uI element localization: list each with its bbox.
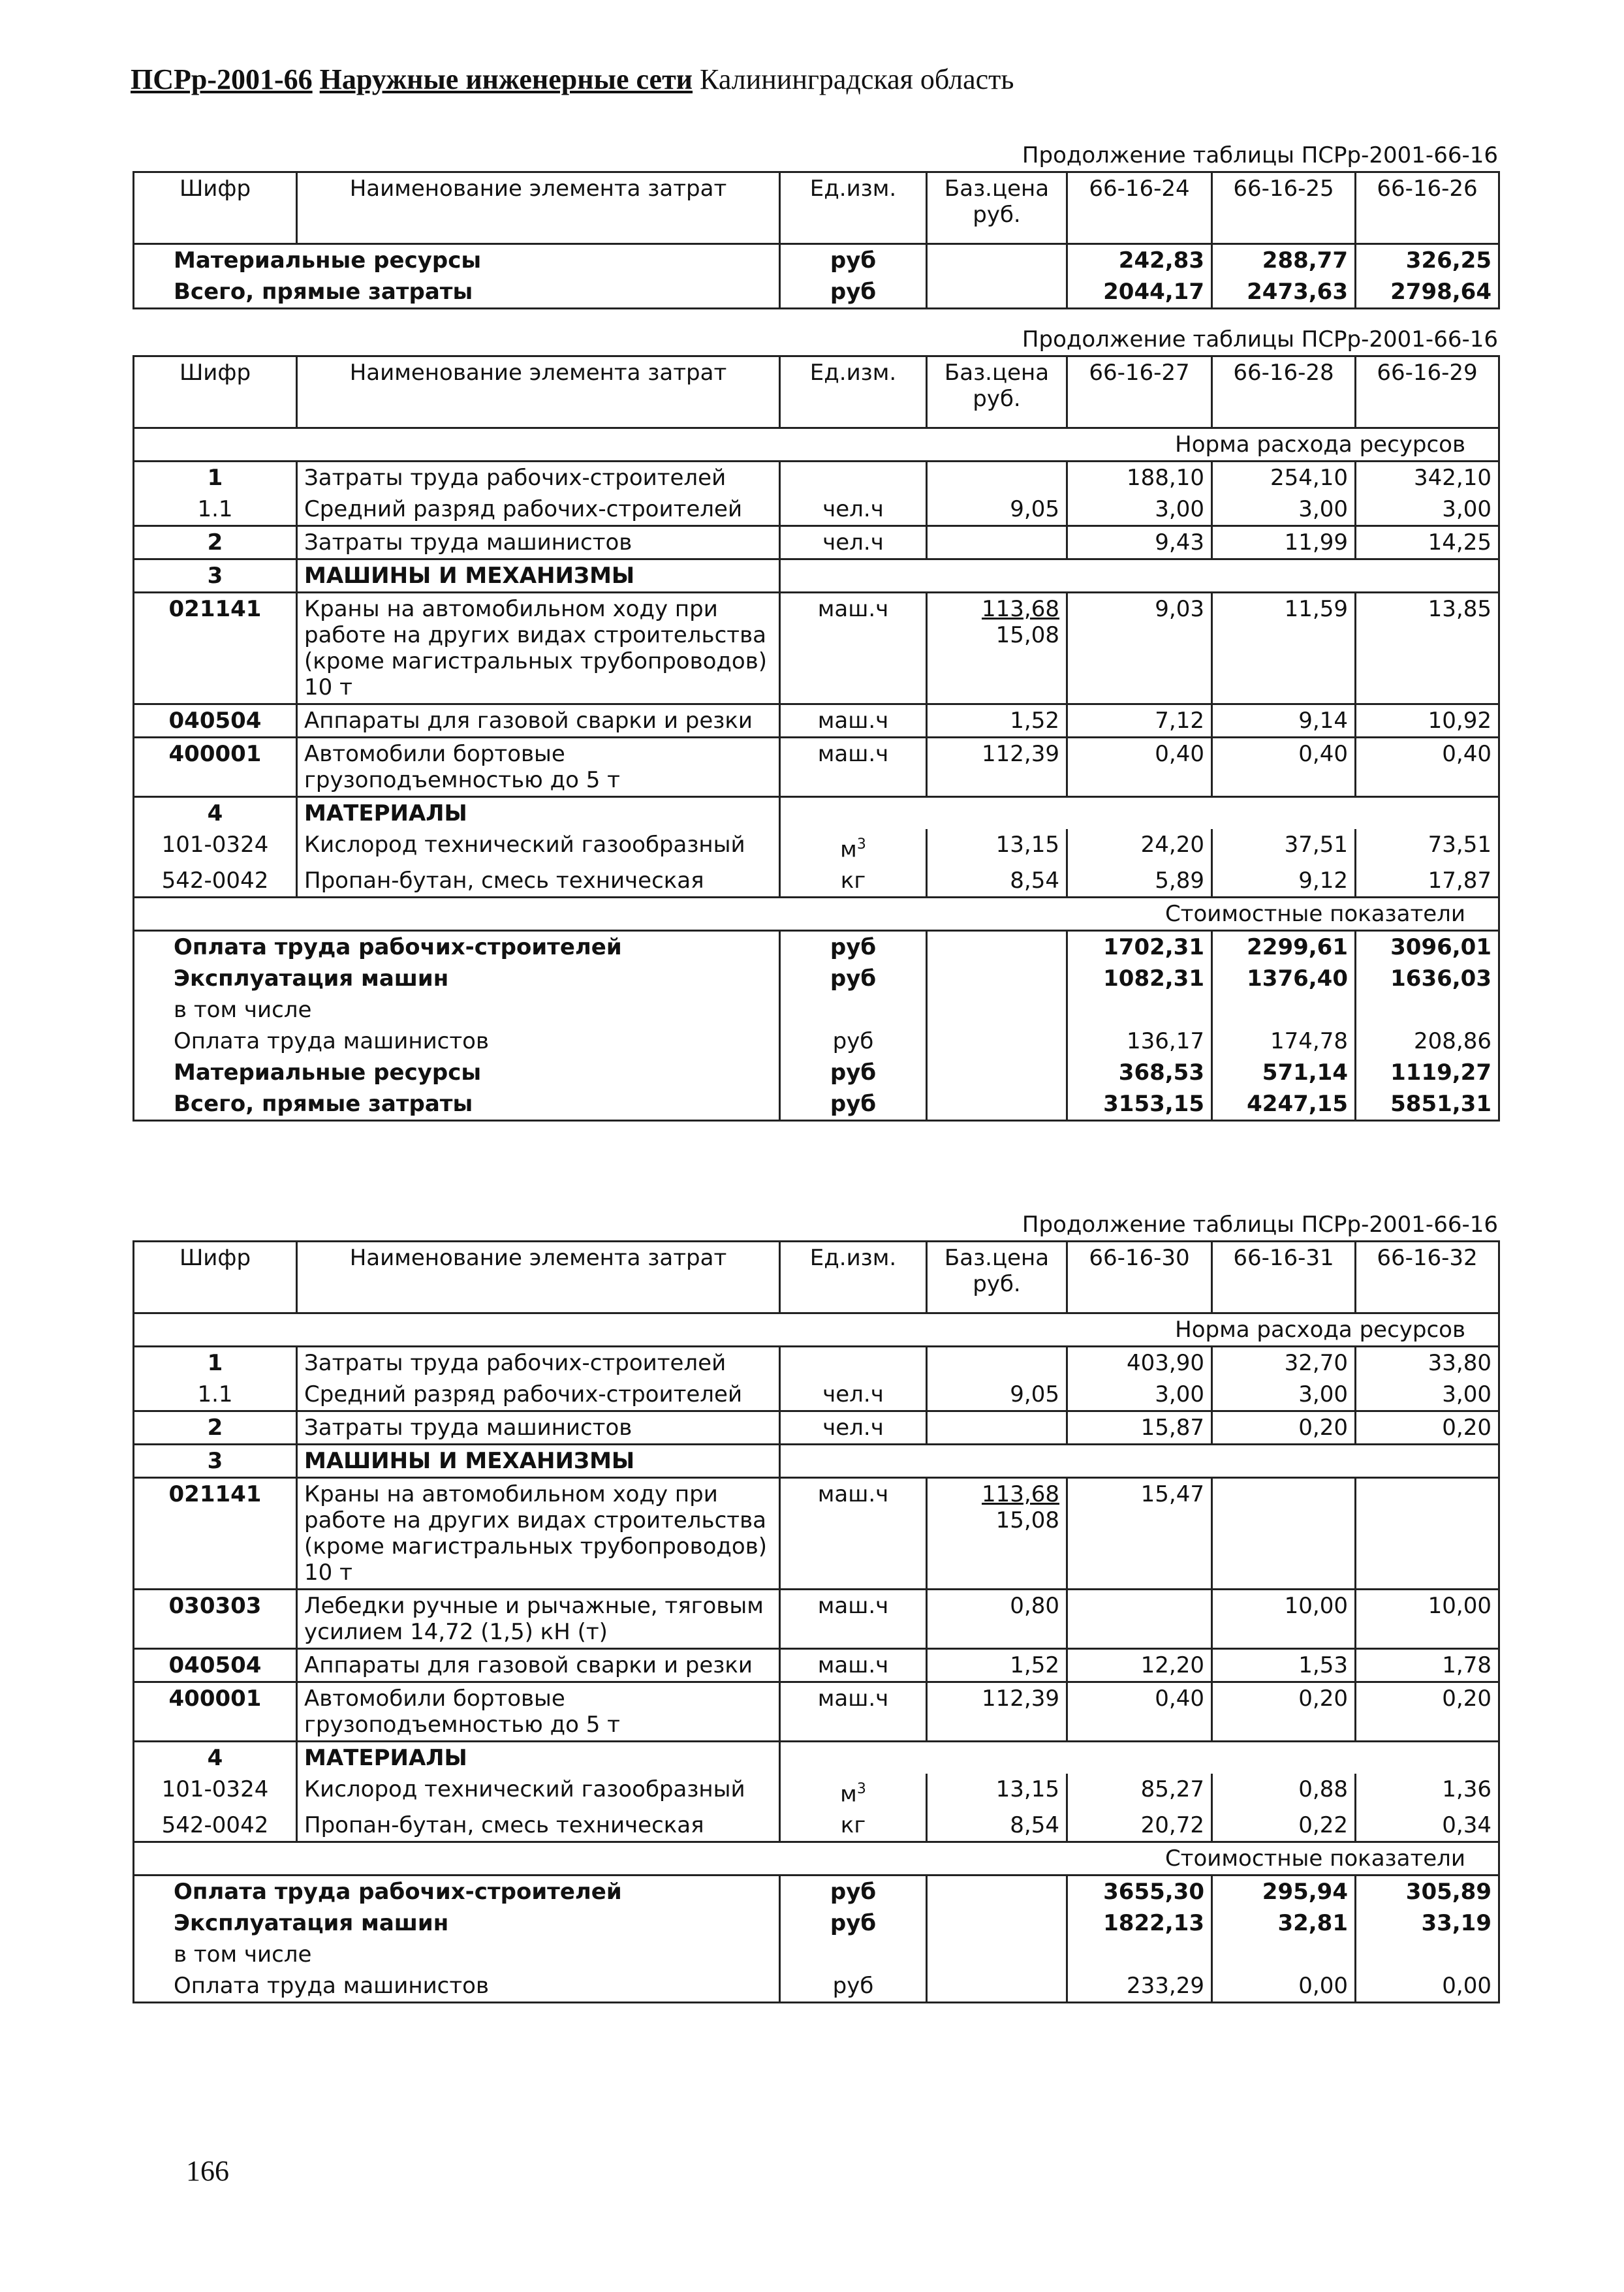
cost-value: 3655,30 [1067, 1876, 1212, 1908]
row-price [927, 526, 1067, 559]
col-unit-header: Ед.изм. [780, 172, 927, 244]
table-row [134, 1347, 1499, 1379]
row-value: 0,40 [1067, 738, 1212, 797]
cost-unit [780, 1939, 927, 1970]
table-row [134, 494, 1499, 526]
col-header-1: 66-16-30 [1067, 1242, 1212, 1313]
cost-name: Эксплуатация машин [134, 1907, 780, 1939]
col-header-1: 66-16-24 [1067, 172, 1212, 244]
row-code: 400001 [134, 1682, 297, 1742]
row-value [1212, 1478, 1356, 1590]
row-code: 400001 [134, 738, 297, 797]
cost-name: Эксплуатация машин [134, 963, 780, 994]
cost-unit: руб [780, 931, 927, 964]
row-value: 73,51 [1356, 829, 1499, 865]
doc-region: Калининградская область [700, 63, 1014, 95]
row-value: 3,00 [1067, 494, 1212, 526]
row-value: 0,20 [1212, 1411, 1356, 1445]
table-row [134, 1478, 1499, 1590]
row-value: 37,51 [1212, 829, 1356, 865]
row-code: 4 [134, 1742, 297, 1774]
row-value: 1,78 [1356, 1649, 1499, 1682]
cost-unit: руб [780, 963, 927, 994]
cost-value: 233,29 [1067, 1970, 1212, 2003]
cost-value: 1082,31 [1067, 963, 1212, 994]
row-empty [780, 797, 1499, 830]
row-value: 11,99 [1212, 526, 1356, 559]
row-unit [780, 1347, 927, 1379]
cost-price [927, 1970, 1067, 2003]
row-price: 13,15 [927, 1774, 1067, 1810]
table-row [134, 1649, 1499, 1682]
row-value: 3,00 [1212, 1379, 1356, 1411]
cost-value [1067, 1939, 1212, 1970]
cost-unit: руб [780, 1907, 927, 1939]
cost-price [927, 931, 1067, 964]
row-price: 113,68 15,08 [927, 1478, 1067, 1590]
row-value: 3,00 [1356, 1379, 1499, 1411]
row-value: 0,20 [1356, 1682, 1499, 1742]
section-cost-row: Стоимостные показатели [134, 898, 1499, 931]
row-price [927, 462, 1067, 494]
cost-price [927, 1057, 1067, 1088]
row-price: 13,15 [927, 829, 1067, 865]
continuation-label: Продолжение таблицы ПСРр-2001-66-16 [1022, 1212, 1498, 1238]
col-header-1: 66-16-27 [1067, 356, 1212, 428]
row-value: 9,03 [1067, 593, 1212, 704]
row-unit: чел.ч [780, 1411, 927, 1445]
row-name: Автомобили бортовые грузоподъемностью до 5 т [297, 1682, 780, 1742]
cost-value: 1702,31 [1067, 931, 1212, 964]
table-row [134, 1445, 1499, 1478]
section-cost-row: Стоимостные показатели [134, 1842, 1499, 1876]
cost-value: 305,89 [1356, 1876, 1499, 1908]
row-value: 85,27 [1067, 1774, 1212, 1810]
row-price: 112,39 [927, 1682, 1067, 1742]
row-code: 2 [134, 1411, 297, 1445]
row-value: 11,59 [1212, 593, 1356, 704]
row-code: 030303 [134, 1590, 297, 1649]
row-unit: маш.ч [780, 704, 927, 738]
col-header-3: 66-16-32 [1356, 1242, 1499, 1313]
col-code-header: Шифр [134, 356, 297, 428]
cost-name: Всего, прямые затраты [134, 1088, 780, 1121]
table-row [134, 704, 1499, 738]
row-name: МАТЕРИАЛЫ [297, 797, 780, 830]
cost-name: Материальные ресурсы [134, 1057, 780, 1088]
row-value [1067, 1590, 1212, 1649]
table-row [134, 738, 1499, 797]
row-unit: $м^3$ [780, 1774, 927, 1810]
row-name: Пропан-бутан, смесь техническая [297, 865, 780, 898]
table-row [134, 1379, 1499, 1411]
row-price: 112,39 [927, 738, 1067, 797]
cost-row [134, 1907, 1499, 1939]
cost-table-3 [133, 1240, 1500, 2003]
col-price-header: Баз.цена руб. [927, 1242, 1067, 1313]
table-row [134, 865, 1499, 898]
row-value: 14,25 [1356, 526, 1499, 559]
table-header-row [134, 356, 1499, 428]
row-code: 021141 [134, 593, 297, 704]
table-body [134, 462, 1499, 898]
row-code: 542-0042 [134, 1810, 297, 1842]
row-code: 1.1 [134, 1379, 297, 1411]
cost-body [134, 931, 1499, 1121]
row-name: Лебедки ручные и рычажные, тяговым усилием 14,72 (1,5) кН (т) [297, 1590, 780, 1649]
cost-body [134, 1876, 1499, 2003]
row-unit: чел.ч [780, 494, 927, 526]
col-unit-header: Ед.изм. [780, 356, 927, 428]
row-value: 10,00 [1356, 1590, 1499, 1649]
row-unit: маш.ч [780, 1478, 927, 1590]
page-number: 166 [186, 2155, 229, 2187]
row-name: Затраты труда рабочих-строителей [297, 462, 780, 494]
table-row [134, 1810, 1499, 1842]
cost-price [927, 1876, 1067, 1908]
row-unit [780, 462, 927, 494]
col-header-2: 66-16-25 [1212, 172, 1356, 244]
row-name: Аппараты для газовой сварки и резки [297, 704, 780, 738]
cost-name: Оплата труда машинистов [134, 1970, 780, 2003]
cost-unit: руб [780, 1970, 927, 2003]
cost-price [927, 1088, 1067, 1121]
table-row [134, 1742, 1499, 1774]
cost-row [134, 1876, 1499, 1908]
row-code: 101-0324 [134, 829, 297, 865]
row-code: 040504 [134, 704, 297, 738]
table-row [134, 462, 1499, 494]
col-code-header: Шифр [134, 1242, 297, 1313]
cost-value: 1636,03 [1356, 963, 1499, 994]
cost-value: 208,86 [1356, 1026, 1499, 1057]
page-header [131, 63, 1014, 96]
col-header-3: 66-16-29 [1356, 356, 1499, 428]
cost-price [927, 1907, 1067, 1939]
cost-name: в том числе [134, 994, 780, 1026]
row-unit: чел.ч [780, 526, 927, 559]
row-value: 0,22 [1212, 1810, 1356, 1842]
row-value: 13,85 [1356, 593, 1499, 704]
row-price: 8,54 [927, 865, 1067, 898]
row-code: 1.1 [134, 494, 297, 526]
row-value: 0,40 [1212, 738, 1356, 797]
row-price [927, 1411, 1067, 1445]
cost-value: 0,00 [1212, 1970, 1356, 2003]
row-value: 20,72 [1067, 1810, 1212, 1842]
cost-row [134, 963, 1499, 994]
row-code: 542-0042 [134, 865, 297, 898]
cost-value [1356, 1939, 1499, 1970]
cost-row [134, 1026, 1499, 1057]
row-value: 12,20 [1067, 1649, 1212, 1682]
cost-value [1212, 1939, 1356, 1970]
row-name: МАШИНЫ И МЕХАНИЗМЫ [297, 559, 780, 593]
row-code: 1 [134, 462, 297, 494]
row-price: 8,54 [927, 1810, 1067, 1842]
cost-value: 368,53 [1067, 1057, 1212, 1088]
row-value: 10,00 [1212, 1590, 1356, 1649]
cost-unit [780, 994, 927, 1026]
row-code: 021141 [134, 1478, 297, 1590]
cost-value [1356, 994, 1499, 1026]
cost-row [134, 1970, 1499, 2003]
cost-value: 4247,15 [1212, 1088, 1356, 1121]
row-name: Затраты труда машинистов [297, 526, 780, 559]
row-name: МАШИНЫ И МЕХАНИЗМЫ [297, 1445, 780, 1478]
row-code: 2 [134, 526, 297, 559]
row-empty [780, 559, 1499, 593]
row-value: 3,00 [1212, 494, 1356, 526]
continuation-label: Продолжение таблицы ПСРр-2001-66-16 [1022, 326, 1498, 353]
row-value: 3,00 [1356, 494, 1499, 526]
row-empty [780, 1445, 1499, 1478]
row-price: 0,80 [927, 1590, 1067, 1649]
cost-row [134, 994, 1499, 1026]
row-value: 0,20 [1212, 1682, 1356, 1742]
col-name-header: Наименование элемента затрат [297, 172, 780, 244]
table-row [134, 797, 1499, 830]
table-body [134, 1347, 1499, 1842]
table-row [134, 1411, 1499, 1445]
col-name-header: Наименование элемента затрат [297, 356, 780, 428]
table-row [134, 1590, 1499, 1649]
row-value: 1,53 [1212, 1649, 1356, 1682]
cost-value: 571,14 [1212, 1057, 1356, 1088]
cost-row [134, 1939, 1499, 1970]
table-row: Всего, прямые затраты руб 2044,17 2473,63 2798,64 [134, 276, 1499, 309]
cost-unit: руб [780, 1026, 927, 1057]
table-header-row [134, 1242, 1499, 1313]
section-norm-row: Норма расхода ресурсов [134, 428, 1499, 462]
row-value: 0,88 [1212, 1774, 1356, 1810]
row-value: 9,43 [1067, 526, 1212, 559]
row-name: МАТЕРИАЛЫ [297, 1742, 780, 1774]
col-name-header: Наименование элемента затрат [297, 1242, 780, 1313]
cost-price [927, 963, 1067, 994]
row-name: Затраты труда рабочих-строителей [297, 1347, 780, 1379]
col-header-2: 66-16-28 [1212, 356, 1356, 428]
doc-code: ПСРр-2001-66 [131, 63, 313, 95]
continuation-label: Продолжение таблицы ПСРр-2001-66-16 [1022, 142, 1498, 168]
row-code: 3 [134, 559, 297, 593]
row-value: 0,40 [1067, 1682, 1212, 1742]
cost-table-2 [133, 355, 1500, 1122]
cost-name: Оплата труда рабочих-строителей [134, 931, 780, 964]
row-value: 0,40 [1356, 738, 1499, 797]
cost-price [927, 1939, 1067, 1970]
row-code: 101-0324 [134, 1774, 297, 1810]
row-value: 9,14 [1212, 704, 1356, 738]
row-unit: маш.ч [780, 1590, 927, 1649]
row-name: Аппараты для газовой сварки и резки [297, 1649, 780, 1682]
row-name: Затраты труда машинистов [297, 1411, 780, 1445]
col-price-header: Баз.цена руб. [927, 172, 1067, 244]
row-value: 33,80 [1356, 1347, 1499, 1379]
row-unit: маш.ч [780, 738, 927, 797]
col-header-3: 66-16-26 [1356, 172, 1499, 244]
row-price: 1,52 [927, 1649, 1067, 1682]
row-value: 0,34 [1356, 1810, 1499, 1842]
cost-unit: руб [780, 1088, 927, 1121]
cost-value: 174,78 [1212, 1026, 1356, 1057]
table-row [134, 559, 1499, 593]
row-unit: $м^3$ [780, 829, 927, 865]
row-value: 254,10 [1212, 462, 1356, 494]
cost-price [927, 994, 1067, 1026]
row-price: 1,52 [927, 704, 1067, 738]
table-row: Материальные ресурсы руб 242,83 288,77 326,25 [134, 244, 1499, 277]
row-name: Пропан-бутан, смесь техническая [297, 1810, 780, 1842]
row-value: 5,89 [1067, 865, 1212, 898]
row-name: Средний разряд рабочих-строителей [297, 1379, 780, 1411]
table-row [134, 526, 1499, 559]
row-name: Кислород технический газообразный [297, 829, 780, 865]
row-code: 4 [134, 797, 297, 830]
cost-unit: руб [780, 1876, 927, 1908]
row-value: 9,12 [1212, 865, 1356, 898]
cost-price [927, 1026, 1067, 1057]
doc-title: Наружные инженерные сети [319, 63, 693, 95]
cost-table-1 [133, 171, 1500, 309]
cost-name: в том числе [134, 1939, 780, 1970]
row-name: Кислород технический газообразный [297, 1774, 780, 1810]
row-value: 24,20 [1067, 829, 1212, 865]
cost-value: 3096,01 [1356, 931, 1499, 964]
row-value: 342,10 [1356, 462, 1499, 494]
cost-row [134, 1088, 1499, 1121]
row-name: Краны на автомобильном ходу при работе на других видах строительства (кроме магистральных трубопроводов) 10 т [297, 593, 780, 704]
cost-name: Оплата труда рабочих-строителей [134, 1876, 780, 1908]
row-value [1356, 1478, 1499, 1590]
row-value: 7,12 [1067, 704, 1212, 738]
table-row [134, 1774, 1499, 1810]
col-unit-header: Ед.изм. [780, 1242, 927, 1313]
col-header-2: 66-16-31 [1212, 1242, 1356, 1313]
row-name: Средний разряд рабочих-строителей [297, 494, 780, 526]
row-value: 0,20 [1356, 1411, 1499, 1445]
cost-unit: руб [780, 1057, 927, 1088]
table-row [134, 593, 1499, 704]
cost-row [134, 1057, 1499, 1088]
row-name: Краны на автомобильном ходу при работе на других видах строительства (кроме магистральных трубопроводов) 10 т [297, 1478, 780, 1590]
cost-value: 32,81 [1212, 1907, 1356, 1939]
row-value: 188,10 [1067, 462, 1212, 494]
row-value: 10,92 [1356, 704, 1499, 738]
row-unit: маш.ч [780, 1682, 927, 1742]
cost-value: 5851,31 [1356, 1088, 1499, 1121]
table-row [134, 1682, 1499, 1742]
col-price-header: Баз.цена руб. [927, 356, 1067, 428]
cost-value: 136,17 [1067, 1026, 1212, 1057]
col-code-header: Шифр [134, 172, 297, 244]
cost-value: 1822,13 [1067, 1907, 1212, 1939]
cost-value: 2299,61 [1212, 931, 1356, 964]
cost-value: 295,94 [1212, 1876, 1356, 1908]
row-unit: кг [780, 865, 927, 898]
table-row [134, 829, 1499, 865]
row-value: 15,47 [1067, 1478, 1212, 1590]
row-value: 15,87 [1067, 1411, 1212, 1445]
cost-value: 0,00 [1356, 1970, 1499, 2003]
row-unit: маш.ч [780, 1649, 927, 1682]
row-price [927, 1347, 1067, 1379]
cost-value [1212, 994, 1356, 1026]
row-unit: чел.ч [780, 1379, 927, 1411]
row-price: 113,68 15,08 [927, 593, 1067, 704]
cost-value: 1119,27 [1356, 1057, 1499, 1088]
cost-value: 3153,15 [1067, 1088, 1212, 1121]
row-price: 9,05 [927, 1379, 1067, 1411]
cost-row [134, 931, 1499, 964]
row-unit: кг [780, 1810, 927, 1842]
row-value: 1,36 [1356, 1774, 1499, 1810]
row-name: Автомобили бортовые грузоподъемностью до 5 т [297, 738, 780, 797]
table-header-row [134, 172, 1499, 244]
row-unit: маш.ч [780, 593, 927, 704]
section-norm-row: Норма расхода ресурсов [134, 1313, 1499, 1347]
cost-name: Оплата труда машинистов [134, 1026, 780, 1057]
row-code: 1 [134, 1347, 297, 1379]
cost-value [1067, 994, 1212, 1026]
row-value: 3,00 [1067, 1379, 1212, 1411]
row-price: 9,05 [927, 494, 1067, 526]
cost-value: 1376,40 [1212, 963, 1356, 994]
row-code: 040504 [134, 1649, 297, 1682]
row-value: 17,87 [1356, 865, 1499, 898]
row-value: 403,90 [1067, 1347, 1212, 1379]
row-empty [780, 1742, 1499, 1774]
row-value: 32,70 [1212, 1347, 1356, 1379]
cost-value: 33,19 [1356, 1907, 1499, 1939]
row-code: 3 [134, 1445, 297, 1478]
